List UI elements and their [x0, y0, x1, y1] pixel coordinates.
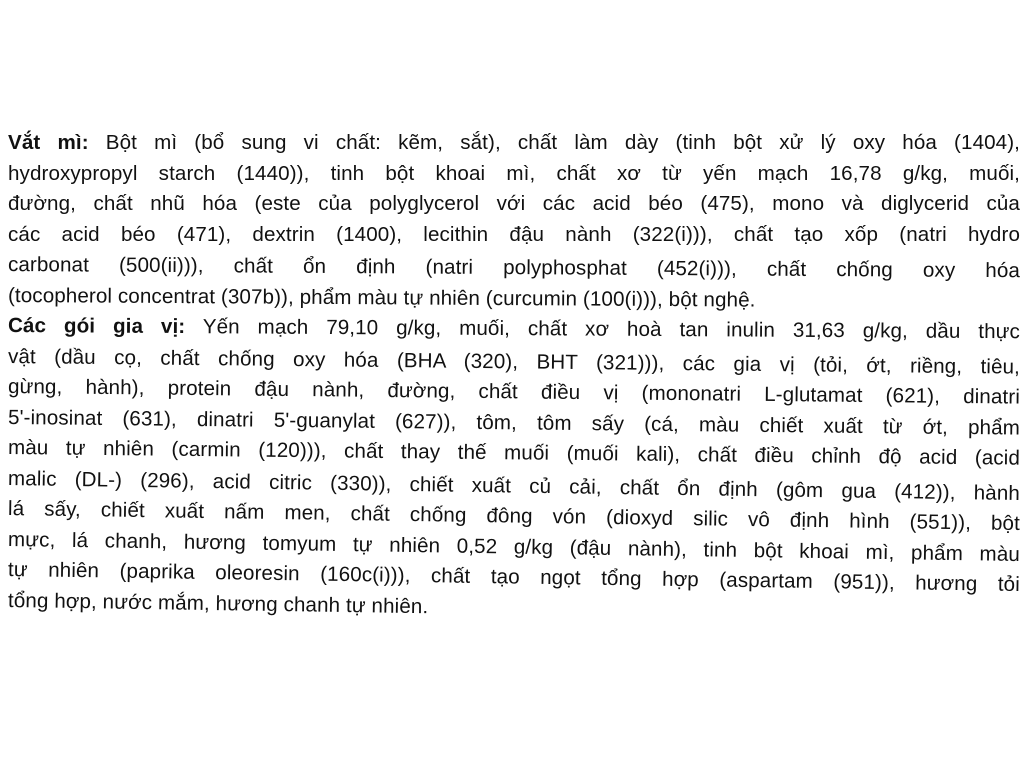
noodle-line-1	[8, 128, 1020, 159]
seasoning-text-4: 5'-inosinat (631), dinatri 5'-guanylat (627)), tôm, tôm sấy (cá, màu chiết xuất từ ớt, phẩm	[7, 405, 1021, 440]
seasoning-text-7: lá sấy, chiết xuất nấm men, chất chống đông vón (dioxyd silic vô định hình (551)), bột	[7, 497, 1021, 536]
ingredients-text-block	[8, 128, 1020, 616]
noodle-line-2	[8, 159, 1020, 190]
seasoning-text-2: vật (dầu cọ, chất chống oxy hóa (BHA (320), BHT (321))), các gia vị (tỏi, ớt, riềng, tiêu,	[7, 344, 1021, 379]
seasoning-text-5: màu tự nhiên (carmin (120))), chất thay thế muối (muối kali), chất điều chỉnh độ acid (acid	[7, 436, 1021, 470]
seasoning-text-3: gừng, hành), protein đậu nành, đường, chất điều vị (mononatri L-glutamat (621), dinatri	[7, 375, 1021, 409]
noodle-text-4: các acid béo (471), dextrin (1400), lecithin đậu nành (322(i))), chất tạo xốp (natri hydro	[8, 222, 1020, 246]
noodle-text-1: Bột mì (bổ sung vi chất: kẽm, sắt), chất làm dày (tinh bột xử lý oxy hóa (1404),	[88, 131, 1021, 154]
seasoning-text-9: tự nhiên (paprika oleoresin (160c(i))), chất tạo ngọt tổng hợp (aspartam (951)), hương tỏi	[7, 558, 1021, 597]
noodle-text-5: carbonat (500(ii))), chất ổn định (natri polyphosphat (452(i))), chất chống oxy hóa	[7, 253, 1021, 283]
seasoning-heading: Các gói gia vị:	[7, 314, 186, 339]
seasoning-text-10: tổng hợp, nước mắm, hương chanh tự nhiên.	[7, 588, 429, 618]
seasoning-text-6: malic (DL-) (296), acid citric (330)), chiết xuất củ cải, chất ổn định (gôm gua (412)), hành	[7, 466, 1021, 505]
noodle-line-4	[8, 220, 1020, 251]
noodle-text-3: đường, chất nhũ hóa (este của polyglycerol với các acid béo (475), mono và diglycerid của	[8, 192, 1020, 215]
seasoning-text-1: Yến mạch 79,10 g/kg, muối, chất xơ hoà tan inulin 31,63 g/kg, dầu thực	[185, 315, 1021, 344]
noodle-line-3	[8, 189, 1020, 220]
noodle-heading: Vắt mì:	[8, 131, 89, 154]
noodle-text-2: hydroxypropyl starch (1440)), tinh bột khoai mì, chất xơ từ yến mạch 16,78 g/kg, muối,	[8, 161, 1020, 185]
seasoning-text-8: mực, lá chanh, hương tomyum tự nhiên 0,52 g/kg (đậu nành), tinh bột khoai mì, phẩm màu	[7, 527, 1021, 566]
seasoning-line-1	[8, 311, 1020, 348]
noodle-text-6: (tocopherol concentrat (307b)), phẩm màu tự nhiên (curcumin (100(i))), bột nghệ.	[7, 283, 756, 312]
